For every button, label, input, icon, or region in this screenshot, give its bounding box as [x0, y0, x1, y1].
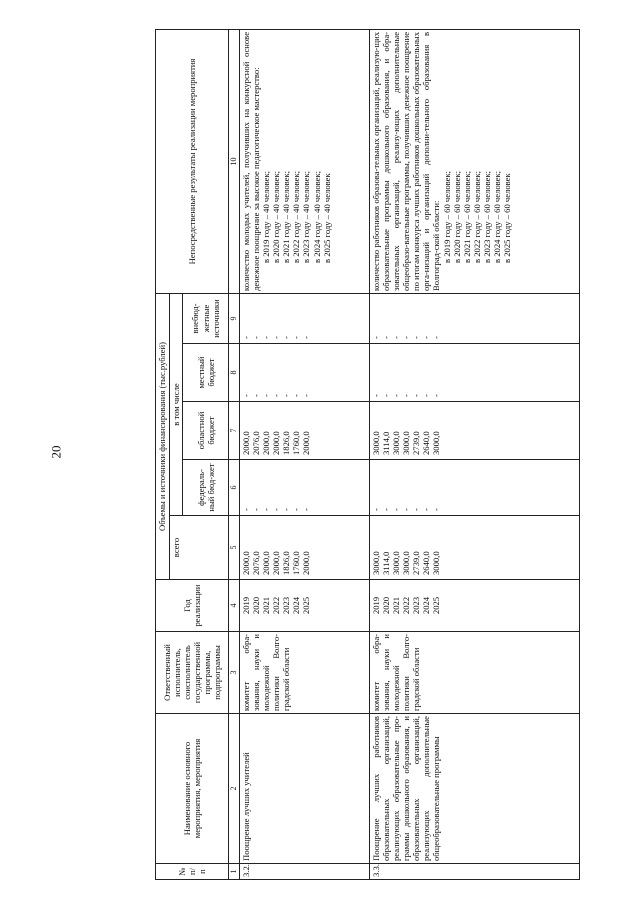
federal-list-value: - — [380, 508, 391, 511]
extra-list-value: - — [370, 336, 381, 339]
federal-list-value: - — [401, 508, 411, 511]
extra-list-value: - — [431, 336, 442, 339]
year-list-value: 2024 — [291, 596, 302, 615]
year-list-value: 2025 — [431, 596, 442, 615]
header-including: в том числе — [170, 293, 183, 515]
result-line: в 2020 году – 60 человек; — [451, 170, 462, 263]
extra-list — [369, 293, 579, 343]
extra-list-value: - — [401, 336, 411, 339]
local-list-value: - — [291, 394, 302, 397]
regional-list-value: 1826,0 — [281, 431, 292, 455]
extra-list-value: - — [380, 336, 391, 339]
total-list-value: 3000,0 — [401, 551, 411, 575]
regional-list-value: 2076,0 — [250, 431, 261, 455]
result-cell — [369, 29, 579, 293]
total-list-value: 3000,0 — [370, 551, 381, 575]
regional-list-value: 2000,0 — [271, 431, 281, 455]
header-federal: федераль-ный бюд-жет — [183, 460, 229, 516]
total-list-value: 3000,0 — [431, 551, 442, 575]
year-list-value: 2024 — [421, 596, 432, 615]
local-list-value: - — [421, 394, 432, 397]
result-line: в 2021 году – 60 человек; — [461, 170, 472, 263]
federal-list-value: - — [291, 508, 302, 511]
regional-list — [239, 402, 369, 460]
column-number: 7 — [229, 402, 239, 460]
result-line: в 2022 году – 60 человек; — [471, 170, 482, 263]
column-number: 2 — [229, 714, 239, 864]
regional-list-value: 3000,0 — [390, 431, 401, 455]
year-list-value: 2025 — [301, 596, 312, 615]
local-list-value: - — [250, 394, 261, 397]
column-number: 5 — [229, 516, 239, 580]
regional-list-value: 2000,0 — [301, 431, 312, 455]
federal-list-value: - — [421, 508, 432, 511]
year-list-value: 2022 — [271, 596, 281, 615]
executor: комитет обра-зования, науки и молодежной политики Волго-градской области — [369, 632, 579, 714]
total-list-value: 3114,0 — [380, 551, 391, 575]
header-financing: Объемы и источники финансирования (тыс.рублей) — [156, 293, 170, 579]
activity-name: Поощрение лучших учителей — [239, 714, 369, 864]
total-list-value: 1826,0 — [281, 551, 292, 575]
year-list-value: 2021 — [390, 596, 401, 615]
year-list-value: 2021 — [260, 596, 271, 615]
federal-list — [369, 460, 579, 516]
local-list-value: - — [281, 394, 292, 397]
header-regional: областной бюджет — [183, 402, 229, 460]
extra-list-value: - — [240, 336, 251, 339]
federal-list — [239, 460, 369, 516]
header-results: Непосредственные результаты реализации мероприятия — [156, 29, 229, 293]
table-row — [239, 29, 369, 879]
local-list-value: - — [271, 394, 281, 397]
year-list-value: 2019 — [370, 596, 381, 615]
header-num: № п/п — [156, 864, 229, 880]
local-list-value: - — [431, 394, 442, 397]
local-list-value: - — [260, 394, 271, 397]
executor: комитет обра-зования, науки и молодежной политики Волго-градской области — [239, 632, 369, 714]
year-list-value: 2023 — [281, 596, 292, 615]
regional-list-value: 3000,0 — [431, 431, 442, 455]
regional-list-value: 3114,0 — [380, 431, 391, 455]
total-list-value: 2000,0 — [240, 551, 251, 575]
federal-list-value: - — [271, 508, 281, 511]
extra-list-value: - — [411, 336, 422, 339]
local-list-value: - — [390, 394, 401, 397]
extra-list-value: - — [250, 336, 261, 339]
activity-name: Поощрение лучших работников образовательных организаций, реализующих образовательные про-граммы дошкольного образования, и образовательных организаций, реализующих дополнительные общеобразовательные программы — [369, 714, 579, 864]
total-list — [369, 516, 579, 580]
header-total: всего — [170, 516, 229, 580]
extra-list-value: - — [301, 336, 312, 339]
regional-list — [369, 402, 579, 460]
local-list-value: - — [401, 394, 411, 397]
federal-list-value: - — [390, 508, 401, 511]
regional-list-value: 2640,0 — [421, 431, 432, 455]
result-line: в 2019 году – 60 человек; — [441, 170, 452, 263]
extra-list-value: - — [281, 336, 292, 339]
table-body — [239, 29, 579, 879]
total-list-value: 2000,0 — [271, 551, 281, 575]
total-list-value: 2000,0 — [260, 551, 271, 575]
row-number: 3.2. — [239, 864, 369, 880]
result-line: в 2021 году – 40 человек; — [281, 170, 292, 263]
local-list-value: - — [380, 394, 391, 397]
header-executor: Ответственный исполнитель, соисполнитель государственной программы, подпрограммы — [156, 632, 229, 714]
extra-list-value: - — [291, 336, 302, 339]
total-list-value: 1760,0 — [291, 551, 302, 575]
result-line: в 2022 году – 40 человек; — [291, 170, 302, 263]
year-list — [239, 580, 369, 632]
total-list — [239, 516, 369, 580]
result-line: в 2020 году – 40 человек; — [271, 170, 281, 263]
local-list — [239, 344, 369, 402]
year-list — [369, 580, 579, 632]
federal-list-value: - — [260, 508, 271, 511]
result-line: в 2025 году – 60 человек — [502, 173, 513, 263]
regional-list-value: 2000,0 — [240, 431, 251, 455]
result-line: в 2024 году – 60 человек; — [492, 170, 503, 263]
column-number: 8 — [229, 344, 239, 402]
year-list-value: 2020 — [380, 596, 391, 615]
total-list-value: 3000,0 — [390, 551, 401, 575]
federal-list-value: - — [240, 508, 251, 511]
result-intro: количество молодых учителей, получивших на конкурсной основе денежное поощрение за высокое педагогическое мастерство: — [240, 31, 261, 291]
extra-list — [239, 293, 369, 343]
total-list-value: 2739,0 — [411, 551, 422, 575]
header-local: местный бюджет — [183, 344, 229, 402]
rotated-table-container — [155, 30, 635, 880]
year-list-value: 2023 — [411, 596, 422, 615]
result-cell — [239, 29, 369, 293]
column-number: 4 — [229, 580, 239, 632]
column-number: 10 — [229, 29, 239, 293]
federal-list-value: - — [281, 508, 292, 511]
year-list-value: 2020 — [250, 596, 261, 615]
regional-list-value: 3000,0 — [370, 431, 381, 455]
federal-list-value: - — [301, 508, 312, 511]
year-list-value: 2022 — [401, 596, 411, 615]
program-table — [155, 29, 580, 880]
local-list-value: - — [301, 394, 312, 397]
header-year: Год реализации — [156, 580, 229, 632]
result-intro: количество работников образова-тельных организаций, реализую-щих образовательные программы дошкольного образования, и обра-зовательных организаций, реализу-ющих дополнительные общеобразо-вательные программы, получивших денежное поощрение по итогам конкурса лучших работников дошкольных образовательных орга-низаций и организаций дополни-тельного образования в Волгоград-ской области: — [370, 31, 442, 291]
column-number: 6 — [229, 460, 239, 516]
federal-list-value: - — [411, 508, 422, 511]
federal-list-value: - — [250, 508, 261, 511]
total-list-value: 2000,0 — [301, 551, 312, 575]
extra-list-value: - — [260, 336, 271, 339]
result-line: в 2019 году – 40 человек; — [260, 170, 271, 263]
extra-list-value: - — [271, 336, 281, 339]
extra-list-value: - — [390, 336, 401, 339]
extra-list-value: - — [421, 336, 432, 339]
local-list-value: - — [240, 394, 251, 397]
result-line: в 2023 году – 60 человек; — [482, 170, 493, 263]
federal-list-value: - — [370, 508, 381, 511]
table-row — [369, 29, 579, 879]
row-number: 3.3. — [369, 864, 579, 880]
regional-list-value: 1760,0 — [291, 431, 302, 455]
regional-list-value: 2739,0 — [411, 431, 422, 455]
column-number: 3 — [229, 632, 239, 714]
column-number: 1 — [229, 864, 239, 880]
regional-list-value: 3000,0 — [401, 431, 411, 455]
page-number: 20 — [48, 445, 64, 459]
local-list-value: - — [370, 394, 381, 397]
result-line: в 2024 году – 40 человек; — [311, 170, 322, 263]
federal-list-value: - — [431, 508, 442, 511]
result-line: в 2023 году – 40 человек; — [301, 170, 312, 263]
local-list-value: - — [411, 394, 422, 397]
header-name: Наименование основного мероприятия, мероприятия — [156, 714, 229, 864]
total-list-value: 2640,0 — [421, 551, 432, 575]
result-line: в 2025 году – 40 человек — [321, 173, 332, 263]
column-number-row — [229, 29, 239, 879]
local-list — [369, 344, 579, 402]
year-list-value: 2019 — [240, 596, 251, 615]
header-extra: внебюд-жетные источники — [183, 293, 229, 343]
total-list-value: 2076,0 — [250, 551, 261, 575]
regional-list-value: 2000,0 — [260, 431, 271, 455]
column-number: 9 — [229, 293, 239, 343]
